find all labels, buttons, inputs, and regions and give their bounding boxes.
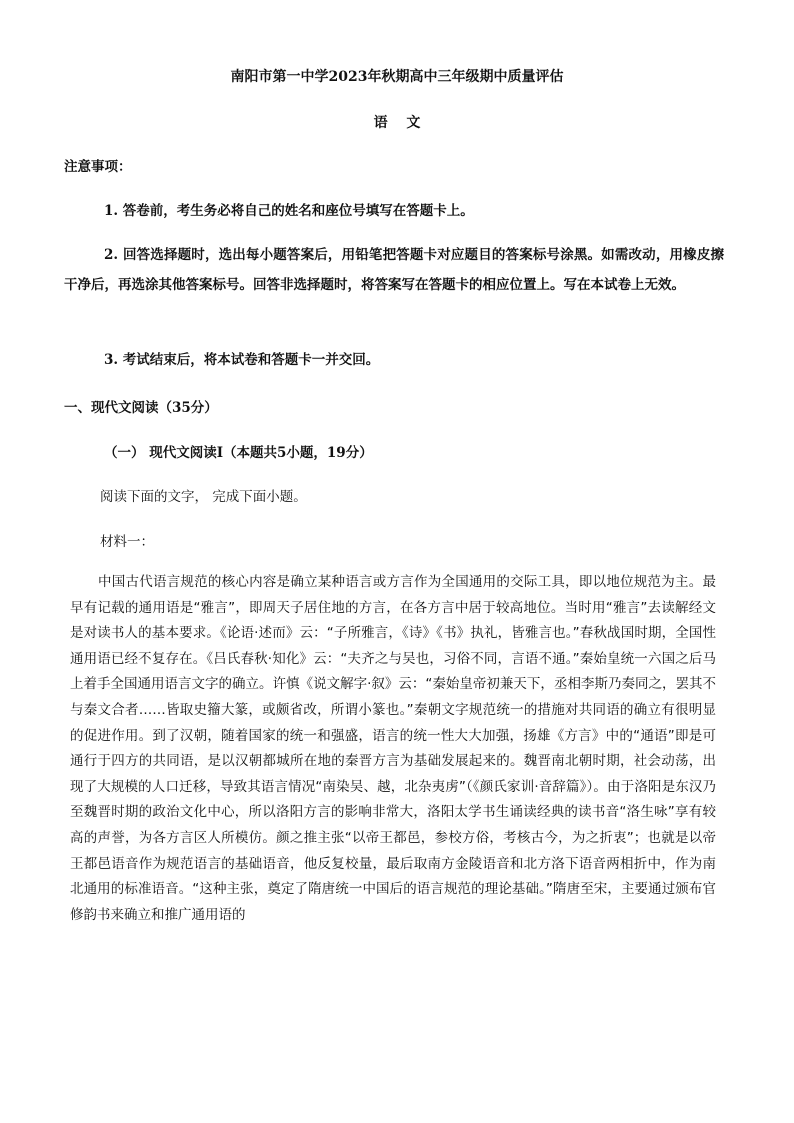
notice-heading: 注意事项： xyxy=(64,159,132,175)
notice-item-1: 1. 答卷前，考生务必将自己的姓名和座位号填写在答题卡上。 xyxy=(104,203,474,219)
passage-paragraph: 中国古代语言规范的核心内容是确立某种语言或方言作为全国通用的交际工具，即以地位规范为主。最早有记载的通用语是“雅言”，即周天子居住地的方言，在各方言中居于较高地位。当时用“雅言”去读解经文是对读书人的基本要求。《论语·述而》云：“子所雅言，《诗》《书》执礼，皆雅言也。”春秋战国时期，全国性通用语已经不复存在。《吕氏春秋·知化》云：“夫齐之与吴也，习俗不同，言语不通。”秦始皇统一六国之后马上着手全国通用语言文字的确立。许慎《说文解字·叙》云：“秦始皇帝初兼天下，丞相李斯乃奏同之，罢其不与秦文合者……皆取史籀大篆，或颇省改，所谓小篆也。”秦朝文字规范统一的措施对共同语的确立有很明显的促进作用。到了汉朝，随着国家的统一和强盛，语言的统一性大大加强，扬雄《方言》中的“通语”即是可通行于四方的共同语，是以汉朝都城所在地的秦晋方言为基础发展起来的。魏晋南北朝时期，社会动荡，出现了大规模的人口迁移，导致其语言情况“南染吴、越，北杂夷虏”（《颜氏家训·音辞篇》）。由于洛阳是东汉乃至魏晋时期的政治文化中心，所以洛阳方言的影响非常大，洛阳太学书生诵读经典的读书音“洛生咏”享有较高的声誉，为各方言区人所模仿。颜之推主张“以帝王都邑，参校方俗，考核古今，为之折衷”；也就是以帝王都邑语音作为规范语言的基础语音，他反复校量，最后取南方金陵语音和北方洛下语音两相折中，作为南北通用的标准语音。“这种主张，奠定了隋唐统一中国后的语言规范的理论基础。”隋唐至宋，主要通过颁布官修韵书来确立和推广通用语的 xyxy=(70,574,716,923)
reading-instruction: 阅读下面的文字， 完成下面小题。 xyxy=(100,489,307,505)
notice-item-2: 2. 回答选择题时，选出每小题答案后，用铅笔把答题卡对应题目的答案标号涂黑。如需改动，用橡皮擦干净后，再选涂其他答案标号。回答非选择题时，将答案写在答题卡的相应位置上。写在本试卷上无效。 xyxy=(64,247,724,293)
subject-title: 语 文 xyxy=(373,115,421,131)
exam-title: 南阳市第一中学2023年秋期高中三年级期中质量评估 xyxy=(230,69,564,85)
notice-item-3: 3. 考试结束后，将本试卷和答题卡一并交回。 xyxy=(104,352,380,368)
section-title: 一、现代文阅读（35分） xyxy=(64,400,218,416)
subsection-title: （一） 现代文阅读Ⅰ（本题共5小题，19分） xyxy=(104,445,373,461)
material-label: 材料一： xyxy=(100,534,154,550)
